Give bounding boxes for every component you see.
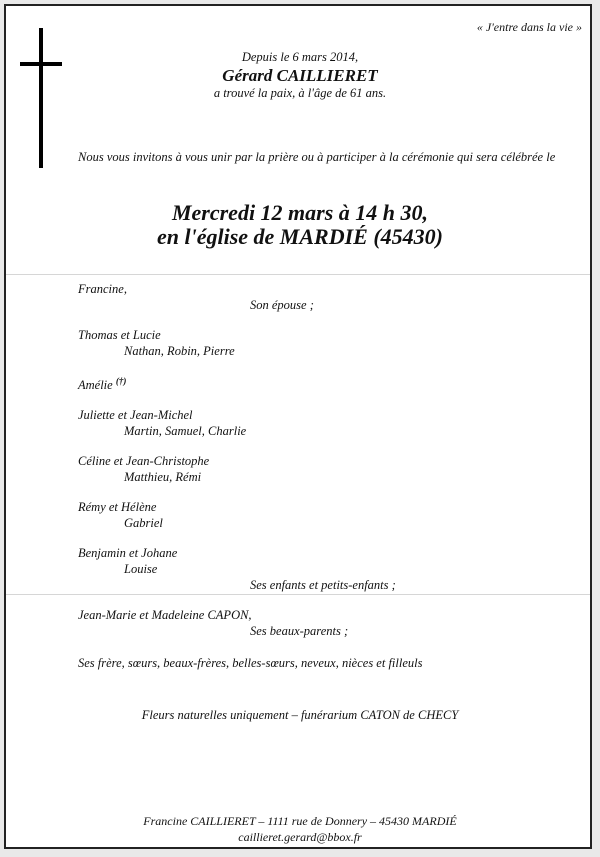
intro-text: Depuis le 6 mars 2014, — [241, 50, 359, 64]
fold-line — [6, 274, 590, 275]
wife-name: Francine, — [78, 282, 127, 296]
child-family-name: Thomas et Lucie — [78, 328, 161, 342]
child-family-name — [78, 376, 126, 393]
child-family-name: Juliette et Jean-Michel — [78, 408, 193, 422]
ceremony-date: Mercredi 12 mars à 14 h 30, — [171, 200, 429, 225]
inlaws-names: Jean-Marie et Madeleine CAPON, — [78, 608, 252, 622]
flowers-note: Fleurs naturelles uniquement – funérarium CATON de CHECY — [141, 708, 459, 722]
deceased-mark: (†) — [115, 376, 127, 386]
motto: « J'entre dans la vie » — [476, 20, 582, 34]
child-family-name: Céline et Jean-Christophe — [78, 454, 210, 468]
invitation-text: Nous vous invitons à vous unir par la prière ou à participer à la cérémonie qui sera célébrée le — [78, 150, 556, 164]
ceremony-place: en l'église de MARDIÉ (45430) — [157, 224, 443, 249]
deceased-name: Gérard CAILLIERET — [222, 66, 378, 85]
grandchildren-names: Matthieu, Rémi — [124, 470, 202, 484]
child-family-name: Benjamin et Johane — [78, 546, 178, 560]
age-text: a trouvé la paix, à l'âge de 61 ans. — [213, 86, 387, 100]
fold-line — [6, 594, 590, 595]
grandchildren-names: Louise — [124, 562, 158, 576]
child-family-name: Rémy et Hélène — [78, 500, 157, 514]
siblings-text: Ses frère, sœurs, beaux-frères, belles-sœurs, neveux, nièces et filleuls — [78, 656, 423, 670]
child-name: Amélie — [78, 378, 113, 393]
obituary-card — [4, 4, 592, 849]
grandchildren-names: Martin, Samuel, Charlie — [124, 424, 247, 438]
children-role: Ses enfants et petits-enfants ; — [250, 578, 396, 592]
grandchildren-names: Nathan, Robin, Pierre — [124, 344, 235, 358]
inlaws-role: Ses beaux-parents ; — [250, 624, 349, 638]
wife-role: Son épouse ; — [250, 298, 314, 312]
grandchildren-names: Gabriel — [124, 516, 163, 530]
contact-address: Francine CAILLIERET – 1111 rue de Donnery – 45430 MARDIÉ — [143, 814, 457, 828]
contact-email: caillieret.gerard@bbox.fr — [238, 830, 362, 844]
